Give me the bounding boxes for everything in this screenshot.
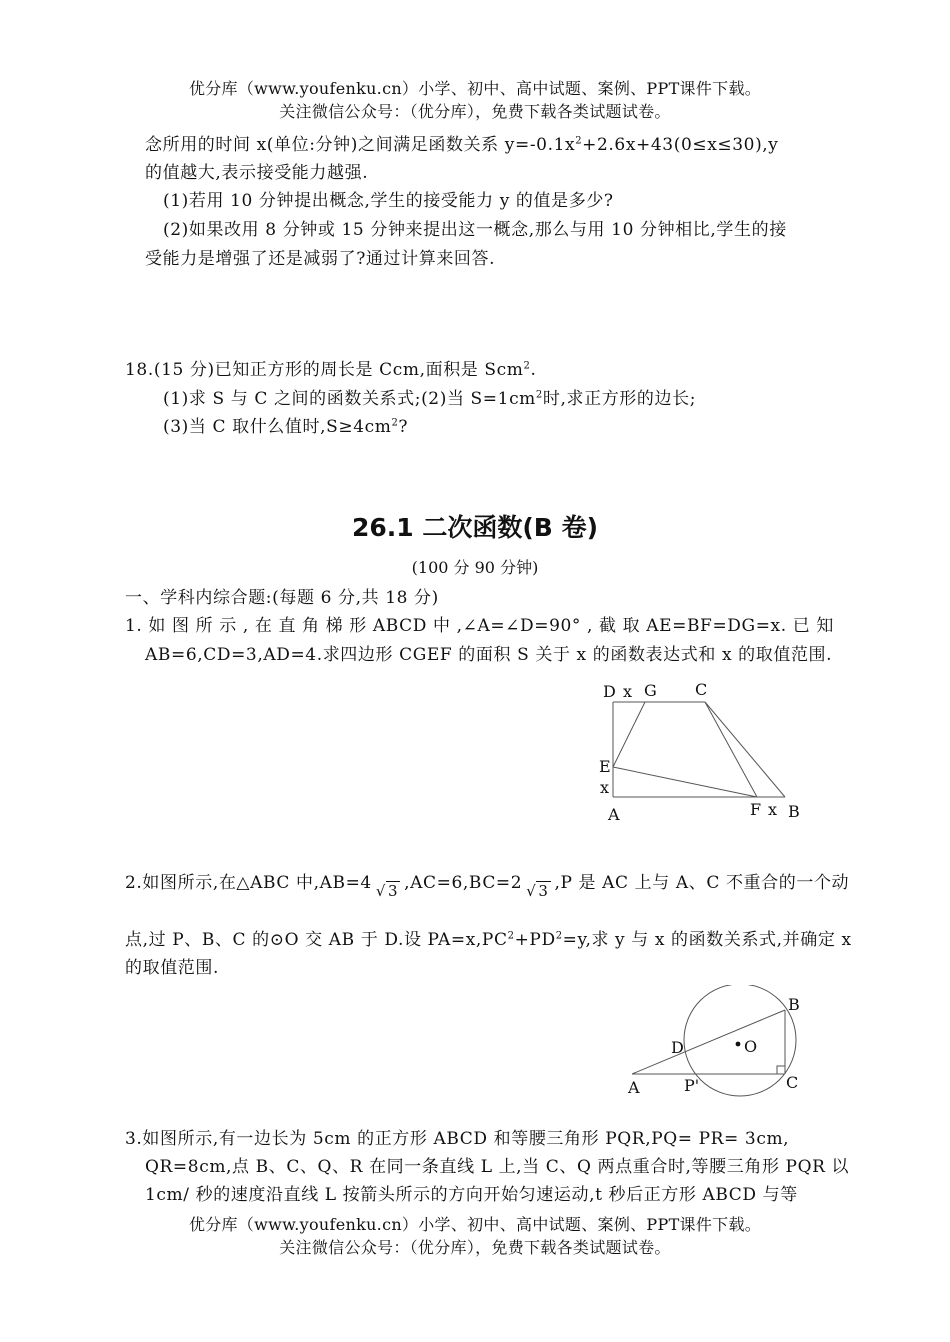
center-dot [736,1042,741,1047]
q18-line-2: (1)求 S 与 C 之间的函数关系式;(2)当 $S=1cm^2$时,求正方形的边长; [163,389,697,409]
right-angle-mark [777,1066,785,1074]
label-F: F [750,800,762,819]
q17-line-2: 的值越大,表示接受能力越强. [145,163,369,183]
section-subtitle: (100 分 90 分钟) [411,558,539,577]
p2-line-3: 的取值范围. [125,958,220,978]
footer-line-1: 优分库（www.youfenku.cn）小学、初中、高中试题、案例、PPT课件下载。 [188,1215,762,1234]
edge-CB [705,702,785,797]
label-B: B [788,802,800,821]
sqrt-3-b: √ 3 [526,882,549,900]
p3-line-3: 1cm/ 秒的速度沿直线 L 按箭头所示的方向开始匀速运动,t 秒后正方形 ABCD 与等 [145,1185,798,1205]
label-G: G [644,681,657,700]
q17-line-4: (2)如果改用 8 分钟或 15 分钟来提出这一概念,那么与用 10 分钟相比,学生的接 [163,220,787,240]
label-P: P' [684,1076,700,1095]
circle-O [684,985,799,1096]
q18-line-1: 18.(15 分)已知正方形的周长是 Ccm,面积是 Scm$^2$. [125,360,537,380]
segment-EG [613,702,645,767]
segment-CF [705,702,757,797]
label-A: A [628,1078,640,1097]
label-E: E [599,757,611,776]
q18-line-3: (3)当 C 取什么值时$,S\ge 4cm^2$? [163,417,409,437]
label-O: O [744,1037,758,1056]
q17-line-3: (1)若用 10 分钟提出概念,学生的接受能力 y 的值是多少? [163,191,614,211]
p2-line-1: 2.如图所示,在△ABC 中,AB=4 √ 3 ,AC=6,BC=2 √ 3 ,P 是 AC 上与 A、C 不重合的一个动 [125,873,850,900]
label-C: C [786,1073,799,1092]
p3-line-1: 3.如图所示,有一边长为 5cm 的正方形 ABCD 和等腰三角形 PQR,PQ= PR= 3cm, [125,1129,790,1149]
p1-line-1: 1. 如 图 所 示 , 在 直 角 梯 形 ABCD 中 ,∠A=∠D=90° , 截 取 AE=BF=DG=x. 已 知 [125,616,834,636]
label-C: C [695,680,708,699]
q17-line-5: 受能力是增强了还是减弱了?通过计算来回答. [145,249,496,269]
trapezoid-figure [585,675,815,825]
header-line-1: 优分库（www.youfenku.cn）小学、初中、高中试题、案例、PPT课件下载。 [188,79,762,98]
part-one-heading: 一、学科内综合题:(每题 6 分,共 18 分) [125,588,439,608]
label-B: B [788,995,800,1014]
label-x-top: x [623,682,633,701]
section-title: 26.1 二次函数(B 卷) [352,513,598,542]
circle-triangle-figure [620,985,820,1100]
p1-line-2: AB=6,CD=3,AD=4.求四边形 CGEF 的面积 S 关于 x 的函数表达式和 x 的取值范围. [145,645,833,665]
label-A: A [608,805,620,824]
label-x-bottom: x [768,800,778,819]
side-AB [632,1010,785,1074]
label-D: D [671,1038,684,1057]
p3-line-2: QR=8cm,点 B、C、Q、R 在同一条直线 L 上,当 C、Q 两点重合时,等腰三角形 PQR 以 [145,1157,850,1177]
header-line-2: 关注微信公众号：（优分库），免费下载各类试题试卷。 [279,102,671,121]
footer-line-2: 关注微信公众号：（优分库），免费下载各类试题试卷。 [279,1238,671,1257]
p2-line-2: 点,过 P、B、C 的⊙O 交 AB 于 D.设 $PA=x,PC^2+PD^2=y$,求 y 与 x 的函数关系式,并确定 x [125,930,852,950]
label-x-left: x [600,778,610,797]
q17-line-1: 念所用的时间 x(单位:分钟)之间满足函数关系 $y=-0.1x^2+2.6x+43(0\le x\le 30),y$ [145,135,779,155]
label-D: D [603,682,616,701]
sqrt-3-a: √ 3 [375,882,399,900]
segment-EF [613,767,757,797]
